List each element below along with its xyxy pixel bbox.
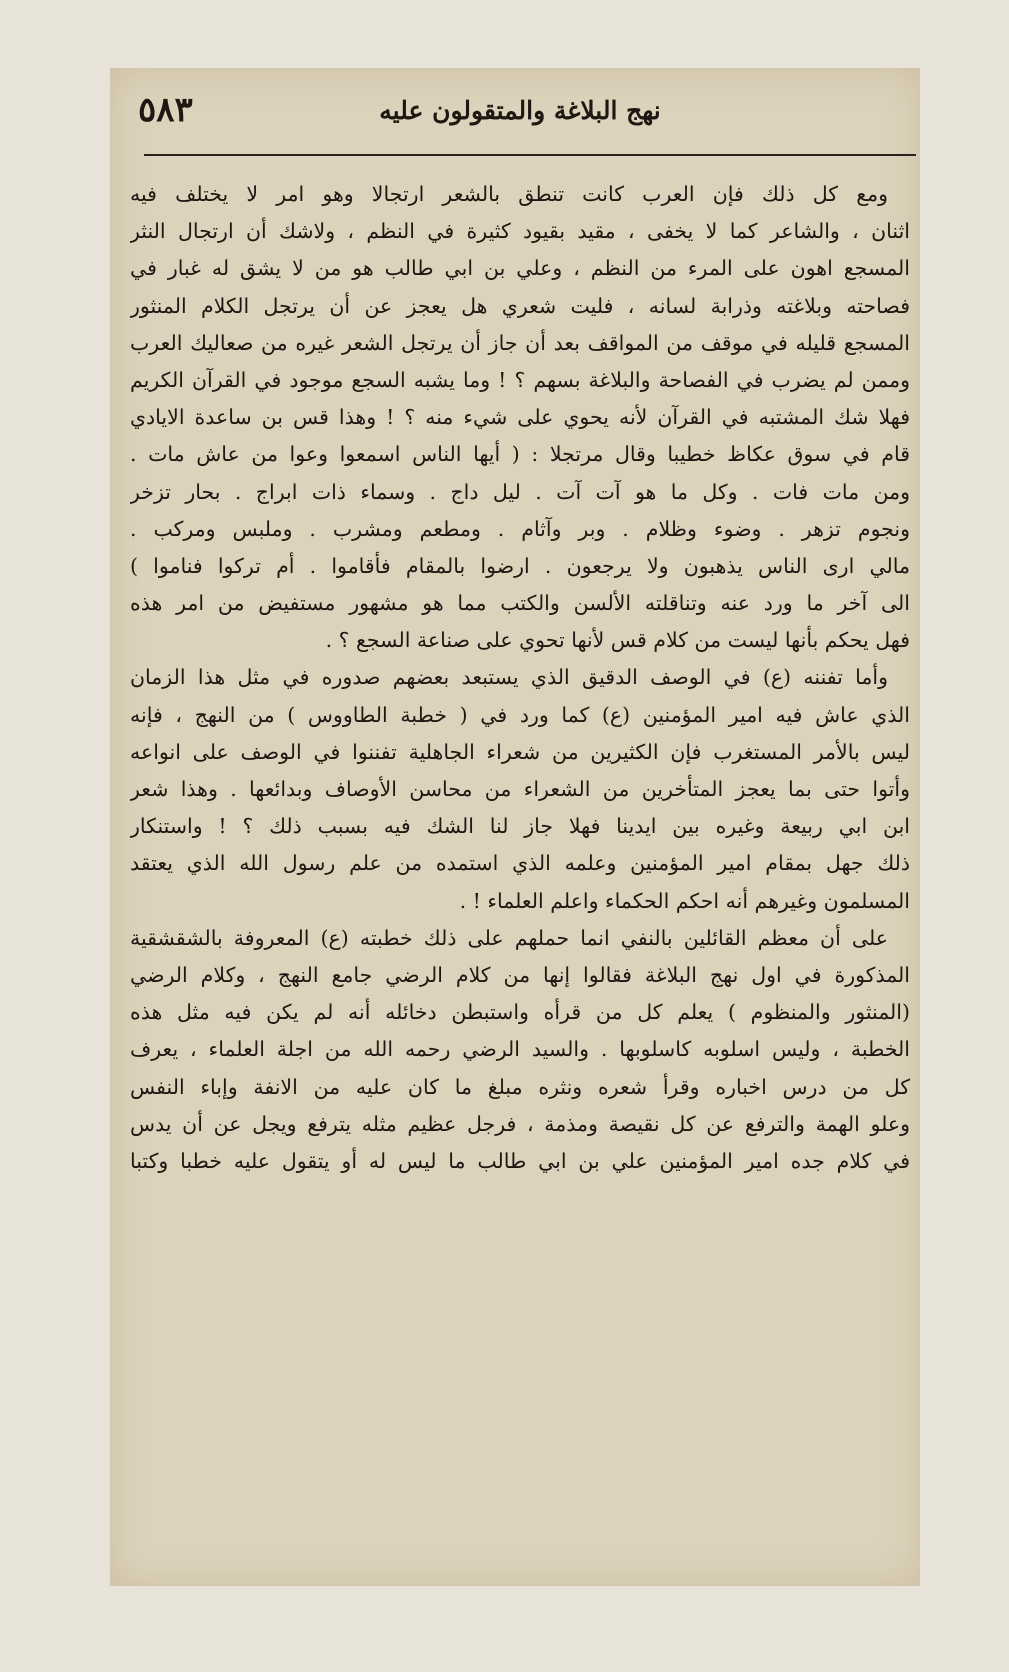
text-line: وعلو الهمة والترفع عن كل نقيصة ومذمة ، فرجل عظيم مثله يترفع ويجل عن أن يدس [130, 1111, 910, 1136]
text-line: وممن لم يضرب في الفصاحة والبلاغة بسهم ؟ ! وما يشبه السجع موجود في القرآن الكريم [130, 367, 910, 392]
text-line: ومع كل ذلك فإن العرب كانت تنطق بالشعر ارتجالا وهو امر لا يختلف فيه [130, 182, 888, 206]
text-line: في كلام جده امير المؤمنين علي بن ابي طالب ما ليس له أو يتقول عليه خطبا وكتبا [130, 1148, 910, 1173]
text-line: على أن معظم القائلين بالنفي انما حملهم على ذلك خطبته (ع) المعروفة بالشقشقية [130, 925, 888, 950]
paragraph [130, 176, 910, 659]
text-line: فهل يحكم بأنها ليست من كلام قس لأنها تحوي على صناعة السجع ؟ . [325, 628, 910, 653]
text-line: ليس بالأمر المستغرب فإن الكثيرين من شعراء الجاهلية تفننوا في الوصف على انواعه [130, 739, 910, 764]
text-line: المسجع قليله في موقف من المواقف بعد أن جاز أن يرتجل الشعر غيره من صعاليك العرب [130, 330, 910, 355]
header-rule [144, 154, 916, 156]
text-line: المسلمون وغيرهم أنه احكم الحكماء واعلم العلماء ! . [459, 888, 910, 913]
text-line: اثنان ، والشاعر كما لا يخفى ، مقيد بقيود كثيرة في النظم ، ولاشك أن ارتجال النثر [130, 219, 910, 244]
paragraph [130, 659, 910, 919]
scanned-page [110, 68, 920, 1586]
running-title: نهج البلاغة والمتقولون عليه [379, 96, 661, 125]
text-line: الى آخر ما ورد عنه وتناقلته الألسن والكتب مما هو مشهور مستفيض من امر هذه [130, 591, 910, 616]
text-line: (المنثور والمنظوم ) يعلم كل من قرأه واستبطن دخائله أنه لم يكن فيه مثل هذه [130, 1000, 910, 1025]
text-line: قام في سوق عكاظ خطيبا وقال مرتجلا : ( أيها الناس اسمعوا وعوا من عاش مات . [130, 442, 910, 467]
text-line: ونجوم تزهر . وضوء وظلام . وبر وآثام . ومطعم ومشرب . وملبس ومركب . [130, 516, 910, 541]
page-body [130, 176, 910, 1576]
text-line: مالي ارى الناس يذهبون ولا يرجعون . ارضوا بالمقام فأقاموا . أم تركوا فناموا ) [130, 553, 910, 578]
text-line: فصاحته وبلاغته وذرابة لسانه ، فليت شعري هل يعجز عن أن يرتجل الكلام المنثور [130, 293, 910, 318]
text-line: ومن مات فات . وكل ما هو آت آت . ليل داج . وسماء ذات ابراج . بحار تزخر [130, 479, 910, 504]
page-header [110, 68, 920, 152]
text-line: وأتوا حتى بما يعجز المتأخرين من الشعراء من محاسن الأوصاف وبدائعها . وهذا شعر [130, 777, 910, 801]
paragraph [130, 920, 910, 1180]
text-line: ذلك جهل بمقام امير المؤمنين وعلمه الذي استمده من علم رسول الله الذي يعتقد [130, 851, 910, 876]
text-line: الذي عاش فيه امير المؤمنين (ع) كما ورد في ( خطبة الطاووس ) من النهج ، فإنه [130, 702, 910, 727]
page-number: ٥٨٣ [138, 90, 193, 130]
text-line: الخطبة ، وليس اسلوبه كاسلوبها . والسيد الرضي رحمه الله من اجلة العلماء ، يعرف [130, 1037, 910, 1062]
text-line: ابن ابي ربيعة وغيره بين ايدينا فهلا جاز لنا الشك فيه بسبب ذلك ؟ ! واستنكار [130, 814, 910, 839]
text-line: كل من درس اخباره وقرأ شعره ونثره مبلغ ما كان عليه من الانفة وإباء النفس [130, 1074, 910, 1099]
text-line: فهلا شك المشتبه في القرآن لأنه يحوي على شيء منه ؟ ! وهذا قس بن ساعدة الايادي [130, 405, 910, 430]
text-line: المذكورة في اول نهج البلاغة فقالوا إنها من كلام الرضي جامع النهج ، وكلام الرضي [130, 962, 910, 987]
text-line: وأما تفننه (ع) في الوصف الدقيق الذي يستبعد بعضهم صدوره في مثل هذا الزمان [130, 665, 888, 690]
text-line: المسجع اهون على المرء من النظم ، وعلي بن ابي طالب هو من لا يشق له غبار في [130, 256, 910, 281]
